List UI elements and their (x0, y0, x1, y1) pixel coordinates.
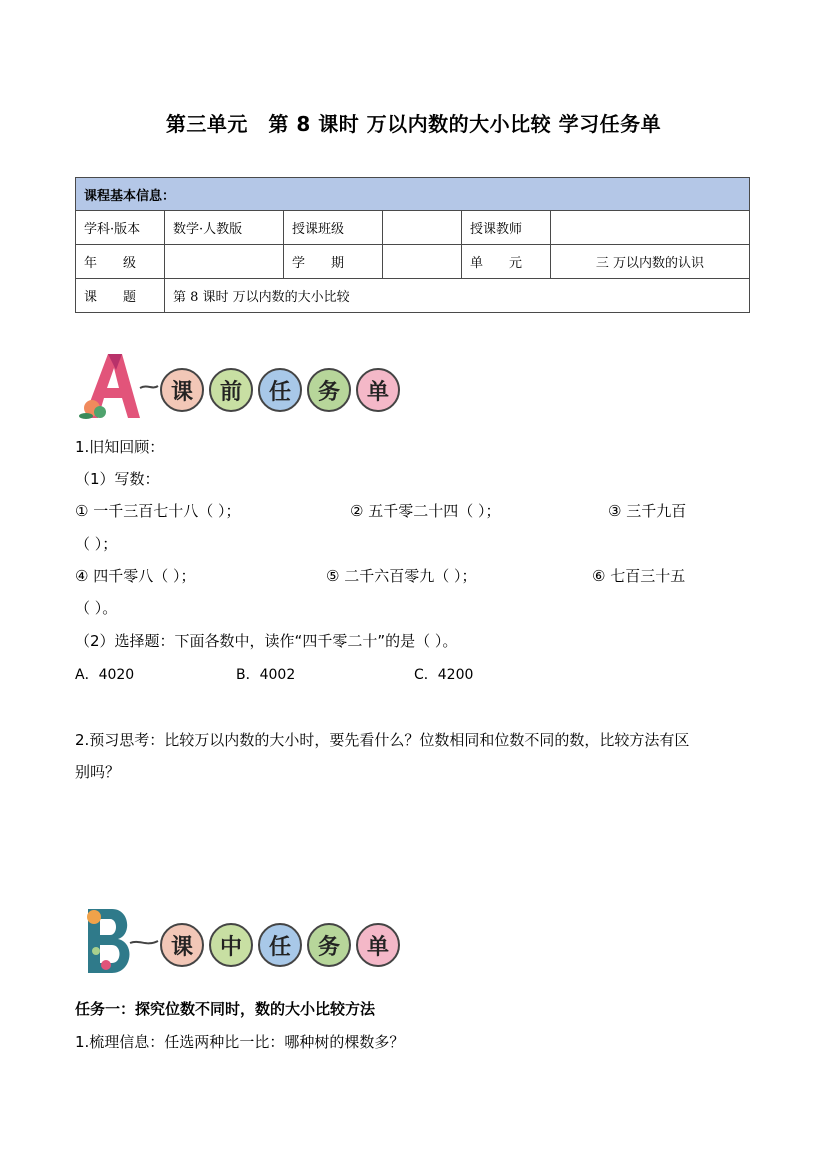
teacher-label: 授课教师 (462, 211, 551, 245)
q1-item-6: ⑥ 七百三十五 (592, 567, 686, 585)
title-char-5: 单 (356, 923, 400, 967)
q1-title: 1.旧知回顾： (75, 438, 165, 456)
q1-item-2: ② 五千零二十四（ ）； (350, 502, 501, 520)
letter-a-logo (78, 350, 168, 422)
term-label: 学 期 (284, 245, 383, 279)
class-label: 授课班级 (284, 211, 383, 245)
subject-label: 学科·版本 (76, 211, 165, 245)
title-char-4: 务 (307, 923, 351, 967)
task1-question-1: 1.梳理信息：任选两种比一比：哪种树的棵数多？ (75, 1033, 405, 1051)
letter-b-logo (78, 905, 168, 977)
grade-label: 年 级 (76, 245, 165, 279)
q1-item-3: ③ 三千九百 (608, 502, 687, 520)
section-b-banner (78, 905, 408, 977)
topic-value: 第 8 课时 万以内数的大小比较 (165, 279, 750, 313)
subject-value: 数学·人教版 (165, 211, 284, 245)
teacher-value (551, 211, 750, 245)
term-value (383, 245, 462, 279)
section-a-title (160, 368, 403, 412)
unit-value: 三 万以内数的认识 (551, 245, 750, 279)
q1-sub1: （1）写数： (75, 470, 160, 488)
q1-item-6-blank: （ ）。 (75, 599, 118, 617)
course-info-table (75, 177, 750, 313)
title-char-3: 任 (258, 368, 302, 412)
q1-sub2: （2）选择题：下面各数中，读作“四千零二十”的是（ ）。 (75, 632, 458, 650)
title-char-3: 任 (258, 923, 302, 967)
grade-value (165, 245, 284, 279)
title-char-1: 课 (160, 923, 204, 967)
table-header: 课程基本信息： (76, 178, 750, 211)
title-char-4: 务 (307, 368, 351, 412)
q2-line-1: 2.预习思考：比较万以内数的大小时，要先看什么？位数相同和位数不同的数，比较方法有区 (75, 731, 690, 749)
title-char-5: 单 (356, 368, 400, 412)
section-b-title (160, 923, 403, 967)
q2-line-2: 别吗？ (75, 763, 121, 781)
task1-title: 任务一：探究位数不同时，数的大小比较方法 (75, 1000, 376, 1018)
title-char-2: 中 (209, 923, 253, 967)
q1-item-1: ① 一千三百七十八（ ）； (75, 502, 241, 520)
topic-label: 课 题 (76, 279, 165, 313)
class-value (383, 211, 462, 245)
section-a-banner (78, 350, 408, 422)
title-char-1: 课 (160, 368, 204, 412)
q1-item-5: ⑤ 二千六百零九（ ）； (326, 567, 477, 585)
option-b: B．4002 (236, 667, 296, 683)
unit-label: 单 元 (462, 245, 551, 279)
page-title: 第三单元 第 8 课时 万以内数的大小比较 学习任务单 (165, 112, 662, 136)
q1-item-4: ④ 四千零八（ ）； (75, 567, 196, 585)
title-char-2: 前 (209, 368, 253, 412)
q1-item-3-blank: （ ）； (75, 535, 118, 553)
option-a: A．4020 (75, 667, 135, 683)
option-c: C．4200 (414, 667, 474, 683)
